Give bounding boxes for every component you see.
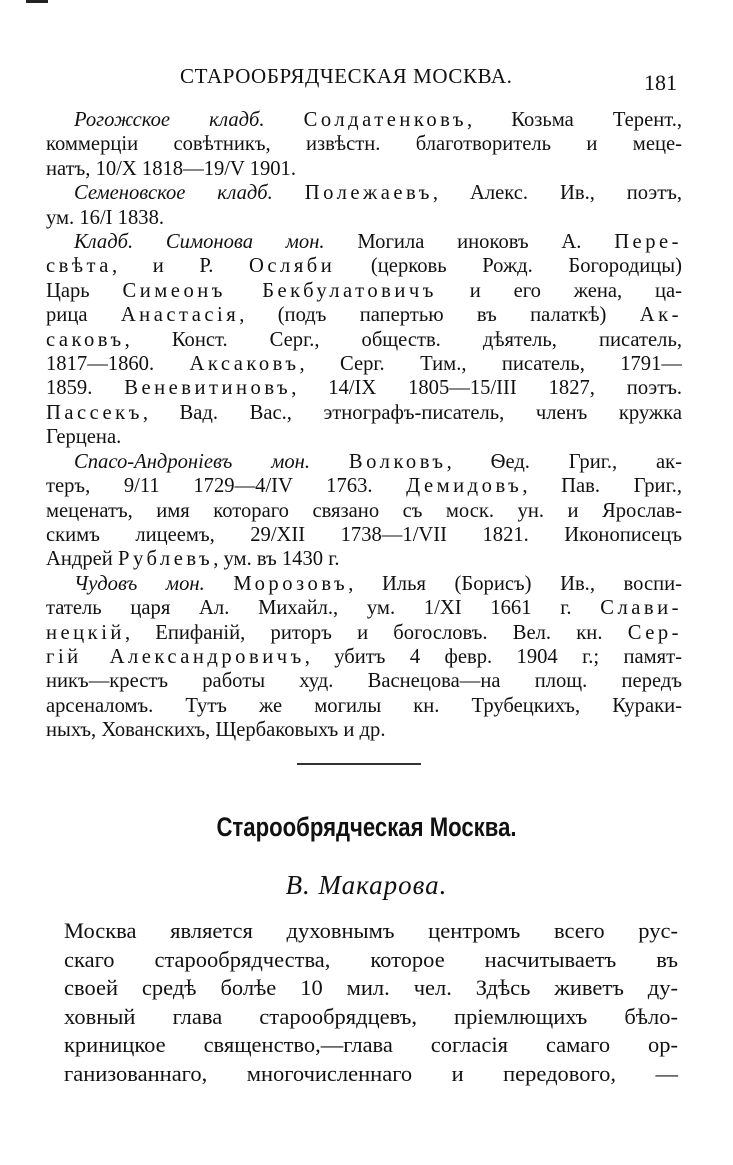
entry-text: , Ѳед. Григ., ак- — [446, 450, 683, 473]
entry-line — [46, 621, 682, 645]
entry-text: арсеналомъ. Тутъ же могилы кн. Трубецкихъ, Кураки- — [46, 694, 682, 717]
entry-line — [46, 352, 682, 376]
separator-rule — [297, 763, 421, 765]
article-body — [64, 917, 678, 1089]
entry-line — [46, 108, 682, 132]
entry-text: натъ, 10/X 1818—19/V 1901. — [46, 157, 296, 180]
place-name: Рогожское кладб. — [74, 109, 265, 131]
entry-line — [46, 254, 682, 278]
entry-line — [46, 547, 682, 571]
entry-line — [46, 474, 682, 498]
entry-text: , Епифаній, риторъ и богословъ. Вел. кн. — [124, 621, 628, 644]
entry-line — [46, 401, 682, 425]
person-name: саковъ — [46, 328, 125, 351]
person-name: Анастасія — [120, 304, 240, 327]
body-line: криницкое священство,—глава согласія самаго ор- — [64, 1032, 678, 1058]
entry-text: никъ—крестъ работы худ. Васнецова—на площ. передъ — [46, 670, 682, 693]
person-name: Слави- — [600, 597, 682, 620]
entry-line — [46, 499, 682, 523]
entry-text: меценатъ, имя котораго связано съ моск. ун. и Ярослав- — [46, 499, 682, 522]
entry-text: Могила иноковъ А. — [324, 231, 615, 254]
entry-text: , Серг. Тим., писатель, 1791— — [299, 353, 682, 376]
body-line: ховный глава старообрядцевъ, пріемлющихъ бѣло- — [64, 1003, 678, 1029]
entry-line — [46, 206, 682, 230]
article-author: В. Макарова. — [285, 870, 448, 900]
entry-text: , убитъ 4 февр. 1904 г.; памят- — [304, 645, 682, 668]
entry-line — [46, 669, 682, 693]
entry-text: рица — [46, 304, 121, 327]
entry-line — [46, 694, 682, 718]
person-name: нецкій — [46, 621, 125, 644]
entry-line — [46, 523, 682, 547]
person-name: Рублевъ — [117, 548, 214, 571]
body-line: своей средѣ болѣе 10 мил. чел. Здѣсь живетъ ду- — [64, 975, 678, 1001]
place-name: Кладб. Симонова мон. — [74, 231, 325, 254]
entry-text: , Вад. Вас., этнографъ-писатель, членъ кружка — [142, 401, 682, 424]
entry-text: , Алекс. Ив., поэтъ, — [432, 182, 682, 205]
entry-line — [46, 645, 682, 669]
person-name: Осляби — [249, 255, 336, 278]
entry-line — [46, 718, 682, 742]
entry-line — [46, 450, 682, 474]
entry-text: ум. 16/I 1838. — [46, 206, 165, 229]
entry-text — [205, 573, 234, 595]
body-line: Москва является духовнымъ центромъ всего рус- — [64, 918, 678, 943]
corner-mark — [26, 0, 48, 3]
person-name: Солдатенковъ — [303, 109, 468, 131]
entry-text: татель царя Ал. Михайл., ум. 1/XI 1661 г. — [46, 597, 601, 620]
entry-text: , Козьма Терент., — [467, 109, 683, 131]
entry-text: , и Р. — [111, 255, 250, 278]
entry-text: Царь — [46, 279, 123, 302]
entry-line — [46, 376, 682, 400]
entry-line — [46, 425, 682, 449]
entry-line — [46, 157, 682, 181]
entry-line — [46, 328, 682, 352]
person-name: Сер- — [627, 621, 682, 644]
person-name: гій Александровичъ — [46, 645, 305, 668]
entry-line — [46, 279, 682, 303]
person-name: Симеонъ Бекбулатовичъ — [122, 279, 437, 302]
person-name: Морозовъ — [233, 572, 349, 595]
entry-text: 1859. — [46, 377, 125, 400]
entry-text: , (подъ папертью въ палаткѣ) — [239, 304, 640, 327]
entry-line — [46, 572, 682, 596]
place-name: Чудовъ мон. — [74, 572, 205, 595]
entry-line — [46, 303, 682, 327]
page-number: 181 — [644, 70, 677, 95]
entry-text: , Конст. Серг., обществ. дѣятель, писатель, — [124, 328, 682, 351]
entry-text: , 14/IX 1805—15/III 1827, поэтъ. — [291, 377, 683, 400]
entry-text: (церковь Рожд. Богородицы) — [335, 255, 682, 278]
entry-text — [273, 182, 305, 204]
running-title: СТАРООБРЯДЧЕСКАЯ МОСКВА. — [180, 64, 513, 88]
entry-text: , Илья (Борисъ) Ив., воспи- — [348, 572, 682, 595]
person-name: Волковъ — [348, 450, 447, 473]
entry-text: скимъ лицеемъ, 29/XII 1738—1/VII 1821. Иконописецъ — [46, 523, 682, 546]
person-name: Аксаковъ — [189, 353, 300, 376]
person-name: Пере- — [614, 231, 682, 254]
place-name: Семеновское кладб. — [74, 182, 273, 205]
article-title: Старообрядческая Москва. — [216, 812, 517, 842]
entry-line — [46, 132, 682, 156]
body-line: ганизованнаго, многочисленнаго и передового, — — [64, 1060, 678, 1086]
entry-text — [310, 451, 349, 473]
entry-text: теръ, 9/11 1729—4/IV 1763. — [46, 475, 407, 498]
entry-text — [265, 109, 304, 131]
body-line: скаго старообрядчества, которое насчитываетъ въ — [64, 946, 678, 972]
person-name: Пассекъ — [46, 401, 143, 424]
person-name: Ак- — [639, 304, 682, 327]
entry-text: и его жена, ца- — [436, 279, 682, 302]
burial-entries — [46, 108, 682, 743]
person-name: Полежаевъ — [304, 182, 433, 205]
entry-line — [46, 596, 682, 620]
entry-line — [46, 181, 682, 205]
entry-text: коммерціи совѣтникъ, извѣстн. благотворитель и меце- — [46, 133, 682, 156]
entry-line — [46, 230, 682, 254]
entry-text: 1817—1860. — [46, 353, 190, 376]
person-name: свѣта — [46, 255, 112, 278]
person-name: Демидовъ — [406, 475, 523, 498]
person-name: Веневитиновъ — [124, 377, 292, 400]
entry-text: Герцена. — [46, 426, 122, 449]
entry-text: Андрей — [46, 548, 118, 571]
entry-text: ныхъ, Хованскихъ, Щербаковыхъ и др. — [46, 719, 386, 742]
entry-text: , Пав. Григ., — [522, 475, 682, 498]
place-name: Спасо-Андроніевъ мон. — [74, 450, 311, 473]
entry-text: , ум. въ 1430 г. — [213, 548, 340, 571]
